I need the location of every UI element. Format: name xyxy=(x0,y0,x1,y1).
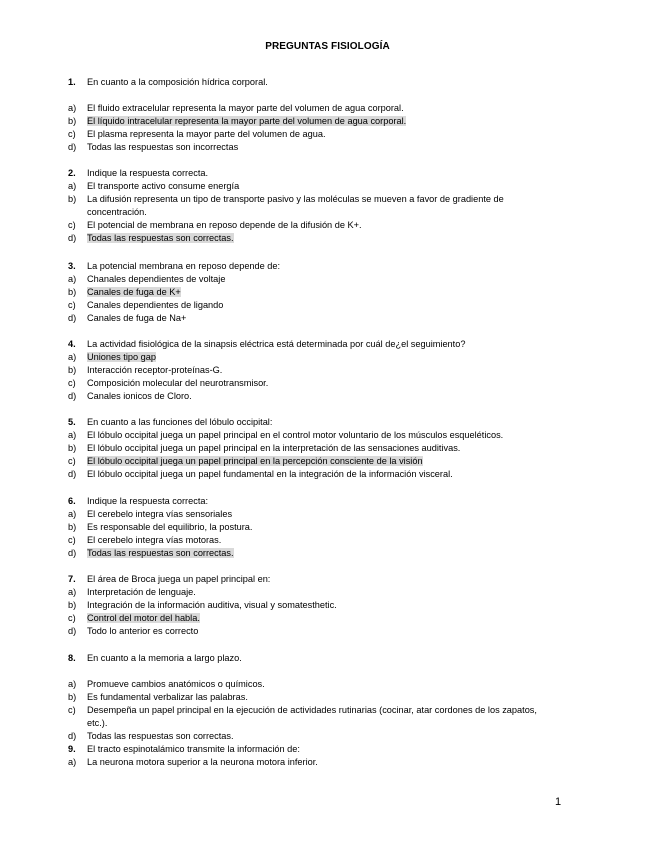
option-text: Interacción receptor-proteínas-G. xyxy=(87,365,223,375)
question-header xyxy=(68,573,547,586)
question-number: 6. xyxy=(68,496,76,506)
answer-option xyxy=(68,730,547,743)
option-text-wrap xyxy=(87,730,547,743)
answer-option xyxy=(68,455,547,468)
option-list xyxy=(68,586,547,638)
option-text-wrap xyxy=(87,102,547,115)
option-label: b) xyxy=(68,194,77,204)
option-label: c) xyxy=(68,300,76,310)
option-text-wrap xyxy=(87,599,547,612)
answer-option xyxy=(68,390,547,403)
option-text-wrap xyxy=(87,612,547,625)
answer-option xyxy=(68,232,547,245)
answer-option xyxy=(68,141,547,154)
option-text: Canales dependientes de ligando xyxy=(87,300,224,310)
question-text: La actividad fisiológica de la sinapsis eléctrica está determinada por cuál de¿el seguimiento? xyxy=(87,339,466,349)
answer-option xyxy=(68,193,547,219)
option-text-wrap xyxy=(87,232,547,245)
question-number: 5. xyxy=(68,417,76,427)
question-text: Indique la respuesta correcta: xyxy=(87,496,209,506)
option-text: El potencial de membrana en reposo depende de la difusión de K+. xyxy=(87,220,362,230)
question-4 xyxy=(68,338,547,403)
highlighted-answer: Control del motor del habla. xyxy=(87,613,200,623)
answer-option xyxy=(68,704,547,730)
question-text: Indique la respuesta correcta. xyxy=(87,168,209,178)
option-text: Chanales dependientes de voltaje xyxy=(87,274,226,284)
option-text-wrap xyxy=(87,193,547,219)
question-text: En cuanto a la composición hídrica corporal. xyxy=(87,77,268,87)
question-header xyxy=(68,338,547,351)
option-text: Canales ionicos de Cloro. xyxy=(87,391,192,401)
question-number: 1. xyxy=(68,77,76,87)
question-text: El tracto espinotalámico transmite la información de: xyxy=(87,744,300,754)
option-text-wrap xyxy=(87,273,547,286)
answer-option xyxy=(68,219,547,232)
answer-option xyxy=(68,547,547,560)
option-label: a) xyxy=(68,757,77,767)
option-text: Composición molecular del neurotransmisor. xyxy=(87,378,269,388)
question-header xyxy=(68,652,547,665)
question-text: En cuanto a la memoria a largo plazo. xyxy=(87,653,242,663)
option-text-wrap xyxy=(87,115,547,128)
option-text: El lóbulo occipital juega un papel principal en la interpretación de las sensaciones auditivas. xyxy=(87,443,461,453)
option-text: Desempeña un papel principal en la ejecución de actividades rutinarias (cocinar, atar cordones de los zapatos, etc.). xyxy=(87,705,537,728)
option-text: La neurona motora superior a la neurona motora inferior. xyxy=(87,757,318,767)
option-text-wrap xyxy=(87,128,547,141)
question-number: 3. xyxy=(68,261,76,271)
option-label: c) xyxy=(68,129,76,139)
option-text: Es responsable del equilibrio, la postura. xyxy=(87,522,253,532)
option-label: a) xyxy=(68,587,77,597)
option-label: d) xyxy=(68,233,77,243)
option-text-wrap xyxy=(87,364,547,377)
option-label: b) xyxy=(68,443,77,453)
option-list xyxy=(68,102,547,154)
highlighted-answer: Todas las respuestas son correctas. xyxy=(87,548,234,558)
option-list xyxy=(68,351,547,403)
answer-option xyxy=(68,180,547,193)
answer-option xyxy=(68,534,547,547)
option-text: Todo lo anterior es correcto xyxy=(87,626,199,636)
page-number: 1 xyxy=(555,796,562,808)
option-text: Canales de fuga de Na+ xyxy=(87,313,187,323)
highlighted-answer: El líquido intracelular representa la mayor parte del volumen de agua corporal. xyxy=(87,116,407,126)
option-text-wrap xyxy=(87,678,547,691)
option-text: Todas las respuestas son correctas. xyxy=(87,731,234,741)
option-text-wrap xyxy=(87,586,547,599)
answer-option xyxy=(68,273,547,286)
answer-option xyxy=(68,364,547,377)
option-text-wrap xyxy=(87,625,547,638)
answer-option xyxy=(68,612,547,625)
question-text: La potencial membrana en reposo depende de: xyxy=(87,261,281,271)
question-number: 8. xyxy=(68,653,76,663)
question-number: 9. xyxy=(68,744,76,754)
answer-option xyxy=(68,377,547,390)
highlighted-answer: Uniones tipo gap xyxy=(87,352,156,362)
option-label: a) xyxy=(68,181,77,191)
option-label: b) xyxy=(68,287,77,297)
option-list xyxy=(68,429,547,481)
answer-option xyxy=(68,115,547,128)
option-label: b) xyxy=(68,116,77,126)
option-text: El fluido extracelular representa la mayor parte del volumen de agua corporal. xyxy=(87,103,404,113)
option-text: Promueve cambios anatómicos o químicos. xyxy=(87,679,265,689)
option-text: El cerebelo integra vías motoras. xyxy=(87,535,222,545)
highlighted-answer: Canales de fuga de K+ xyxy=(87,287,181,297)
option-label: b) xyxy=(68,692,77,702)
option-label: d) xyxy=(68,142,77,152)
option-label: a) xyxy=(68,274,77,284)
answer-option xyxy=(68,691,547,704)
option-label: d) xyxy=(68,469,77,479)
answer-option xyxy=(68,521,547,534)
option-text-wrap xyxy=(87,508,547,521)
highlighted-answer: El lóbulo occipital juega un papel principal en la percepción consciente de la visión xyxy=(87,456,423,466)
question-header xyxy=(68,495,547,508)
option-list xyxy=(68,678,547,743)
question-header xyxy=(68,260,547,273)
option-text-wrap xyxy=(87,312,547,325)
option-label: d) xyxy=(68,548,77,558)
answer-option xyxy=(68,286,547,299)
question-2 xyxy=(68,167,547,245)
option-text: El cerebelo integra vías sensoriales xyxy=(87,509,233,519)
option-text-wrap xyxy=(87,299,547,312)
option-text: Interpretación de lenguaje. xyxy=(87,587,196,597)
question-number: 4. xyxy=(68,339,76,349)
option-text: El plasma representa la mayor parte del volumen de agua. xyxy=(87,129,326,139)
option-text: Es fundamental verbalizar las palabras. xyxy=(87,692,248,702)
question-header xyxy=(68,743,547,756)
answer-option xyxy=(68,299,547,312)
option-text-wrap xyxy=(87,691,547,704)
option-text: La difusión representa un tipo de transporte pasivo y las moléculas se mueven a favor de gradiente de concentración. xyxy=(87,194,504,217)
answer-option xyxy=(68,586,547,599)
question-header xyxy=(68,76,547,89)
option-label: a) xyxy=(68,679,77,689)
answer-option xyxy=(68,128,547,141)
option-text-wrap xyxy=(87,521,547,534)
question-text: En cuanto a las funciones del lóbulo occipital: xyxy=(87,417,273,427)
option-text-wrap xyxy=(87,429,547,442)
option-label: c) xyxy=(68,220,76,230)
option-label: b) xyxy=(68,600,77,610)
option-text-wrap xyxy=(87,390,547,403)
answer-option xyxy=(68,625,547,638)
question-1 xyxy=(68,76,547,154)
option-label: c) xyxy=(68,613,76,623)
option-label: c) xyxy=(68,456,76,466)
option-label: c) xyxy=(68,378,76,388)
option-text: El transporte activo consume energía xyxy=(87,181,240,191)
question-7 xyxy=(68,573,547,638)
question-9 xyxy=(68,743,547,769)
option-text-wrap xyxy=(87,351,547,364)
option-label: d) xyxy=(68,313,77,323)
option-text-wrap xyxy=(87,455,547,468)
option-label: b) xyxy=(68,522,77,532)
question-6 xyxy=(68,495,547,560)
question-8 xyxy=(68,652,547,743)
answer-option xyxy=(68,351,547,364)
option-text-wrap xyxy=(87,547,547,560)
answer-option xyxy=(68,468,547,481)
option-label: a) xyxy=(68,509,77,519)
question-number: 7. xyxy=(68,574,76,584)
option-text-wrap xyxy=(87,468,547,481)
question-header xyxy=(68,167,547,180)
question-3 xyxy=(68,260,547,325)
option-list xyxy=(68,273,547,325)
option-label: d) xyxy=(68,731,77,741)
option-text-wrap xyxy=(87,377,547,390)
option-text-wrap xyxy=(87,442,547,455)
question-5 xyxy=(68,416,547,481)
option-text-wrap xyxy=(87,219,547,232)
option-label: d) xyxy=(68,391,77,401)
question-text: El área de Broca juega un papel principal en: xyxy=(87,574,271,584)
option-text-wrap xyxy=(87,286,547,299)
option-label: a) xyxy=(68,103,77,113)
option-label: d) xyxy=(68,626,77,636)
option-text-wrap xyxy=(87,141,547,154)
answer-option xyxy=(68,442,547,455)
answer-option xyxy=(68,599,547,612)
option-list xyxy=(68,508,547,560)
answer-option xyxy=(68,312,547,325)
option-label: a) xyxy=(68,430,77,440)
option-text: Integración de la información auditiva, visual y somatesthetic. xyxy=(87,600,337,610)
question-number: 2. xyxy=(68,168,76,178)
answer-option xyxy=(68,678,547,691)
highlighted-answer: Todas las respuestas son correctas. xyxy=(87,233,234,243)
option-list xyxy=(68,756,547,769)
document-title: PREGUNTAS FISIOLOGÍA xyxy=(265,41,390,52)
option-label: c) xyxy=(68,705,76,715)
answer-option xyxy=(68,508,547,521)
option-label: a) xyxy=(68,352,77,362)
question-header xyxy=(68,416,547,429)
answer-option xyxy=(68,102,547,115)
option-label: c) xyxy=(68,535,76,545)
option-text: El lóbulo occipital juega un papel principal en el control motor voluntario de los músculos esqueléticos. xyxy=(87,430,504,440)
option-text-wrap xyxy=(87,756,547,769)
option-text-wrap xyxy=(87,534,547,547)
option-text-wrap xyxy=(87,704,547,730)
option-text: Todas las respuestas son incorrectas xyxy=(87,142,239,152)
option-text: El lóbulo occipital juega un papel fundamental en la integración de la información visceral. xyxy=(87,469,453,479)
answer-option xyxy=(68,429,547,442)
option-text-wrap xyxy=(87,180,547,193)
option-label: b) xyxy=(68,365,77,375)
answer-option xyxy=(68,756,547,769)
option-list xyxy=(68,180,547,245)
